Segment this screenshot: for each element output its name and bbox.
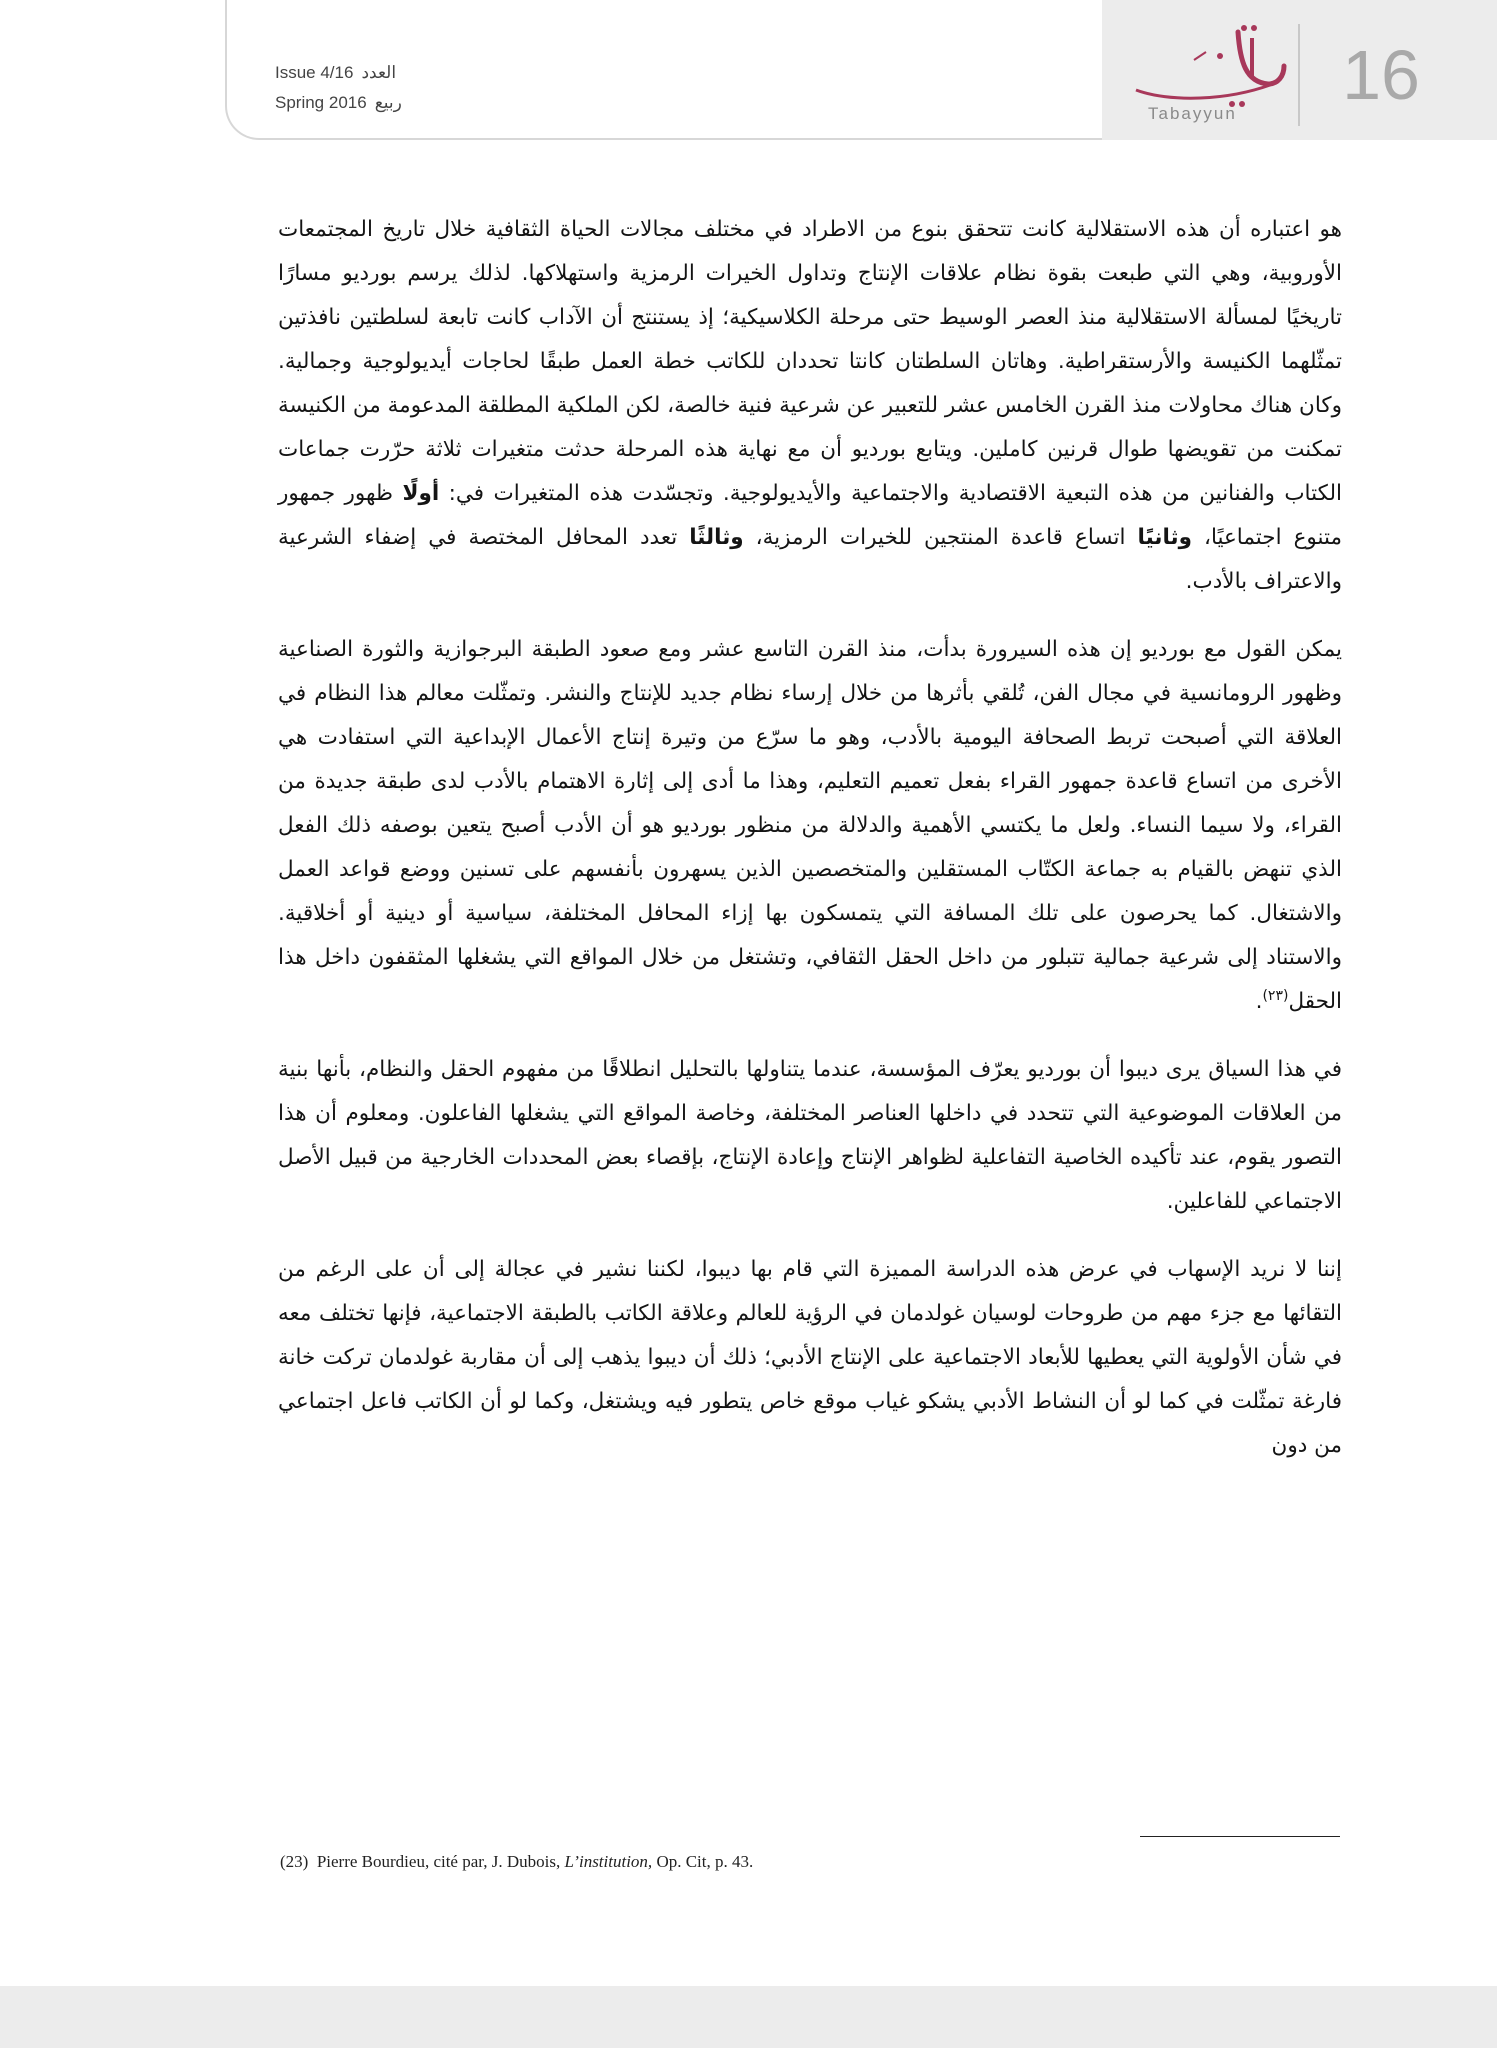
logo-latin-text: Tabayyun <box>1148 104 1237 123</box>
footnote-text-end: Op. Cit, p. 43. <box>652 1852 754 1871</box>
text-run: تعدد المحافل المختصة في إضفاء الشرعية والاعتراف بالأدب. <box>278 525 1342 594</box>
header-divider <box>1298 24 1300 126</box>
issue-label-en: Issue 4/16 <box>275 63 354 82</box>
text-run: ظهور جمهور متنوع اجتماعيًا، <box>278 481 1342 550</box>
footnote-text: Pierre Bourdieu, cité par, J. Dubois, <box>316 1852 565 1871</box>
footnote-number: (23) <box>280 1852 309 1871</box>
text-run: . <box>1255 989 1263 1014</box>
issue-label-ar: العدد <box>361 63 397 82</box>
footnote <box>280 1852 1340 1872</box>
footnote-italic: L’institution, <box>564 1852 653 1871</box>
text-run: في هذا السياق يرى ديبوا أن بورديو يعرّف المؤسسة، عندما يتناولها بالتحليل انطلاقًا من مفهوم الحقل والنظام، بأنها بنية من العلاقات الموضوعية التي تتحدد في داخلها العناصر المختلفة، وخاصة المواقع التي يشغلها الفاعلون. ومعلوم أن هذا التصور يقوم، عند تأكيده الخاصية التفاعلية لظواهر الإنتاج وإعادة الإنتاج، بإقصاء بعض المحددات الخارجية من قبيل الأصل الاجتماعي للفاعلين. <box>278 1057 1342 1214</box>
paragraph-4 <box>278 1248 1342 1468</box>
text-run: هو اعتباره أن هذه الاستقلالية كانت تتحقق بنوع من الاطراد في مختلف مجالات الحياة الثقافية خلال تاريخ المجتمعات الأوروبية، وهي التي طبعت بقوة نظام علاقات الإنتاج وتداول الخيرات الرمزية واستهلاكها. لذلك يرسم بورديو مسارًا تاريخيًا لمسألة الاستقلالية منذ العصر الوسيط حتى مرحلة الكلاسيكية؛ إذ يستنتج أن الآداب كانت تابعة لسلطتين نافذتين تمثّلهما الكنيسة والأرستقراطية. وهاتان السلطتان كانتا تحددان للكاتب خطة العمل طبقًا لحاجات أيديولوجية وجمالية. وكان هناك محاولات منذ القرن الخامس عشر للتعبير عن شرعية فنية خالصة، لكن الملكية المطلقة المدعومة من الكنيسة تمكنت من تقويضها طوال قرنين كاملين. ويتابع بورديو أن مع نهاية هذه المرحلة حدثت متغيرات ثلاثة حرّرت جماعات الكتاب والفنانين من هذه التبعية الاقتصادية والاجتماعية والأيديولوجية. وتجسّدت هذه المتغيرات في: <box>278 217 1342 506</box>
paragraph-1 <box>278 208 1342 604</box>
text-run: يمكن القول مع بورديو إن هذه السيرورة بدأت، منذ القرن التاسع عشر ومع صعود الطبقة البرجوازية والثورة الصناعية وظهور الرومانسية في مجال الفن، تُلقي بأثرها من خلال إرساء نظام جديد للإنتاج والنشر. وتمثّلت معالم هذا النظام في العلاقة التي أصبحت تربط الصحافة اليومية بالأدب، وهو ما سرّع من وتيرة إنتاج الأعمال الإبداعية التي استفادت هي الأخرى من اتساع قاعدة جمهور القراء بفعل تعميم التعليم، وهذا ما أدى إلى إثارة الاهتمام بالأدب لدى طبقة جديدة من القراء، ولا سيما النساء. ولعل ما يكتسي الأهمية والدلالة من منظور بورديو هو أن الأدب أصبح يتعين بوصفه ذلك الفعل الذي تنهض بالقيام به جماعة الكتّاب المستقلين والمتخصصين الذين يسهرون بأنفسهم على تسنين ووضع قواعد العمل والاشتغال. كما يحرصون على تلك المسافة التي يتمسكون بها إزاء المحافل المختلفة، سياسية أو دينية أو أخلاقية. والاستناد إلى شرعية جمالية تتبلور من داخل الحقل الثقافي، وتشتغل من خلال المواقع التي يشغلها المثقفون داخل هذا الحقل <box>278 637 1342 1014</box>
article-body <box>278 208 1342 1492</box>
text-run-bold: أولًا <box>402 481 440 506</box>
footnote-ref[interactable]: (٢٣) <box>1262 987 1289 1004</box>
page-number: 16 <box>1342 36 1420 114</box>
text-run-bold: وثالثًا <box>689 525 744 550</box>
season-line <box>275 88 475 118</box>
paragraph-3 <box>278 1048 1342 1224</box>
issue-info <box>275 58 475 118</box>
season-en: Spring 2016 <box>275 93 367 112</box>
issue-line <box>275 58 475 88</box>
footnote-rule <box>1140 1836 1340 1837</box>
text-run: اتساع قاعدة المنتجين للخيرات الرمزية، <box>743 525 1138 550</box>
text-run-bold: وثانيًا <box>1137 525 1192 550</box>
page-header <box>0 0 1497 140</box>
paragraph-2 <box>278 628 1342 1024</box>
footer-band <box>0 1986 1497 2048</box>
season-ar: ربيع <box>374 93 402 112</box>
text-run: إننا لا نريد الإسهاب في عرض هذه الدراسة المميزة التي قام بها ديبوا، لكننا نشير في عجالة إلى أن على الرغم من التقائها مع جزء مهم من طروحات لوسيان غولدمان في الرؤية للعالم وعلاقة الكاتب بالطبقة الاجتماعية، فإنها تختلف معه في شأن الأولوية التي يعطيها للأبعاد الاجتماعية على الإنتاج الأدبي؛ ذلك أن ديبوا يذهب إلى أن مقاربة غولدمان تركت خانة فارغة تمثّلت في كما لو أن النشاط الأدبي يشكو غياب موقع خاص يتطور فيه ويشتغل، وكما لو أن الكاتب فاعل اجتماعي من دون <box>278 1257 1342 1458</box>
